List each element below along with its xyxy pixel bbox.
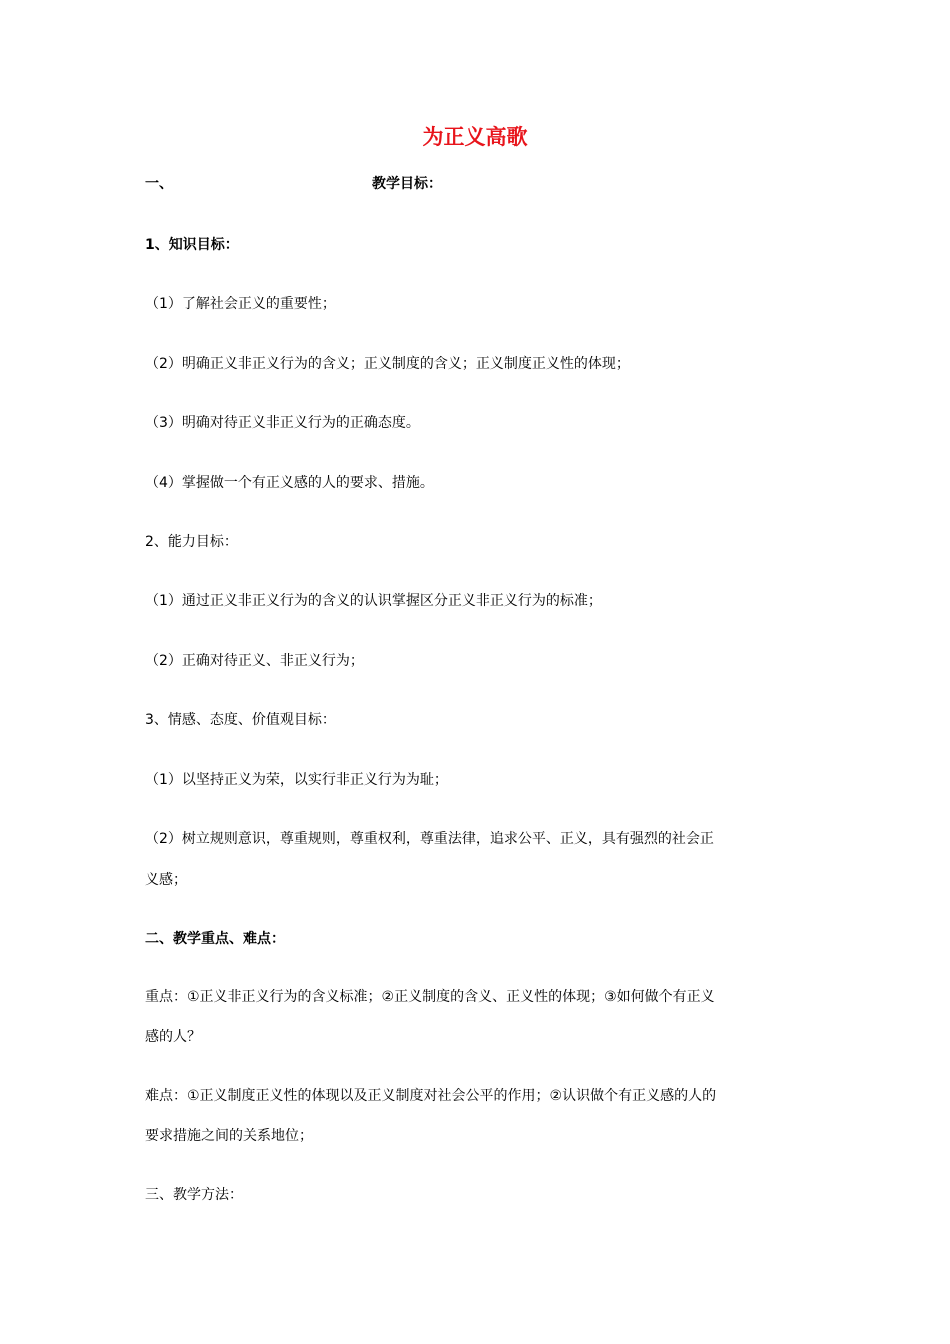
emotion-heading: 3、情感、态度、价值观目标： [145, 712, 336, 728]
knowledge-item: （4）掌握做一个有正义感的人的要求、措施。 [145, 475, 434, 491]
knowledge-item: （1）了解社会正义的重要性； [145, 296, 336, 312]
knowledge-item: （2）明确正义非正义行为的含义；正义制度的含义；正义制度正义性的体现； [145, 356, 630, 372]
difficult-points-line: 难点：①正义制度正义性的体现以及正义制度对社会公平的作用；②认识做个有正义感的人的 [145, 1088, 717, 1104]
key-points-line-continuation: 感的人？ [145, 1029, 201, 1045]
document-title: 为正义高歌 [422, 125, 528, 149]
key-points-line: 重点：①正义非正义行为的含义标准；②正义制度的含义、正义性的体现；③如何做个有正义 [145, 989, 715, 1005]
section2-heading: 二、教学重点、难点： [145, 931, 285, 947]
section3-heading: 三、教学方法： [145, 1187, 243, 1203]
ability-item: （2）正确对待正义、非正义行为； [145, 653, 364, 669]
emotion-item: （1）以坚持正义为荣，以实行非正义行为为耻； [145, 772, 448, 788]
emotion-item-continuation: 义感； [145, 872, 187, 888]
emotion-item: （2）树立规则意识，尊重规则，尊重权利，尊重法律，追求公平、正义，具有强烈的社会正 [145, 831, 714, 847]
section1-heading: 教学目标： [372, 176, 442, 192]
ability-heading: 2、能力目标： [145, 534, 238, 550]
knowledge-heading: 1、知识目标： [145, 237, 239, 253]
difficult-points-line-continuation: 要求措施之间的关系地位； [145, 1128, 313, 1144]
section1-number: 一、 [145, 176, 173, 192]
knowledge-item: （3）明确对待正义非正义行为的正确态度。 [145, 415, 420, 431]
ability-item: （1）通过正义非正义行为的含义的认识掌握区分正义非正义行为的标准； [145, 593, 602, 609]
